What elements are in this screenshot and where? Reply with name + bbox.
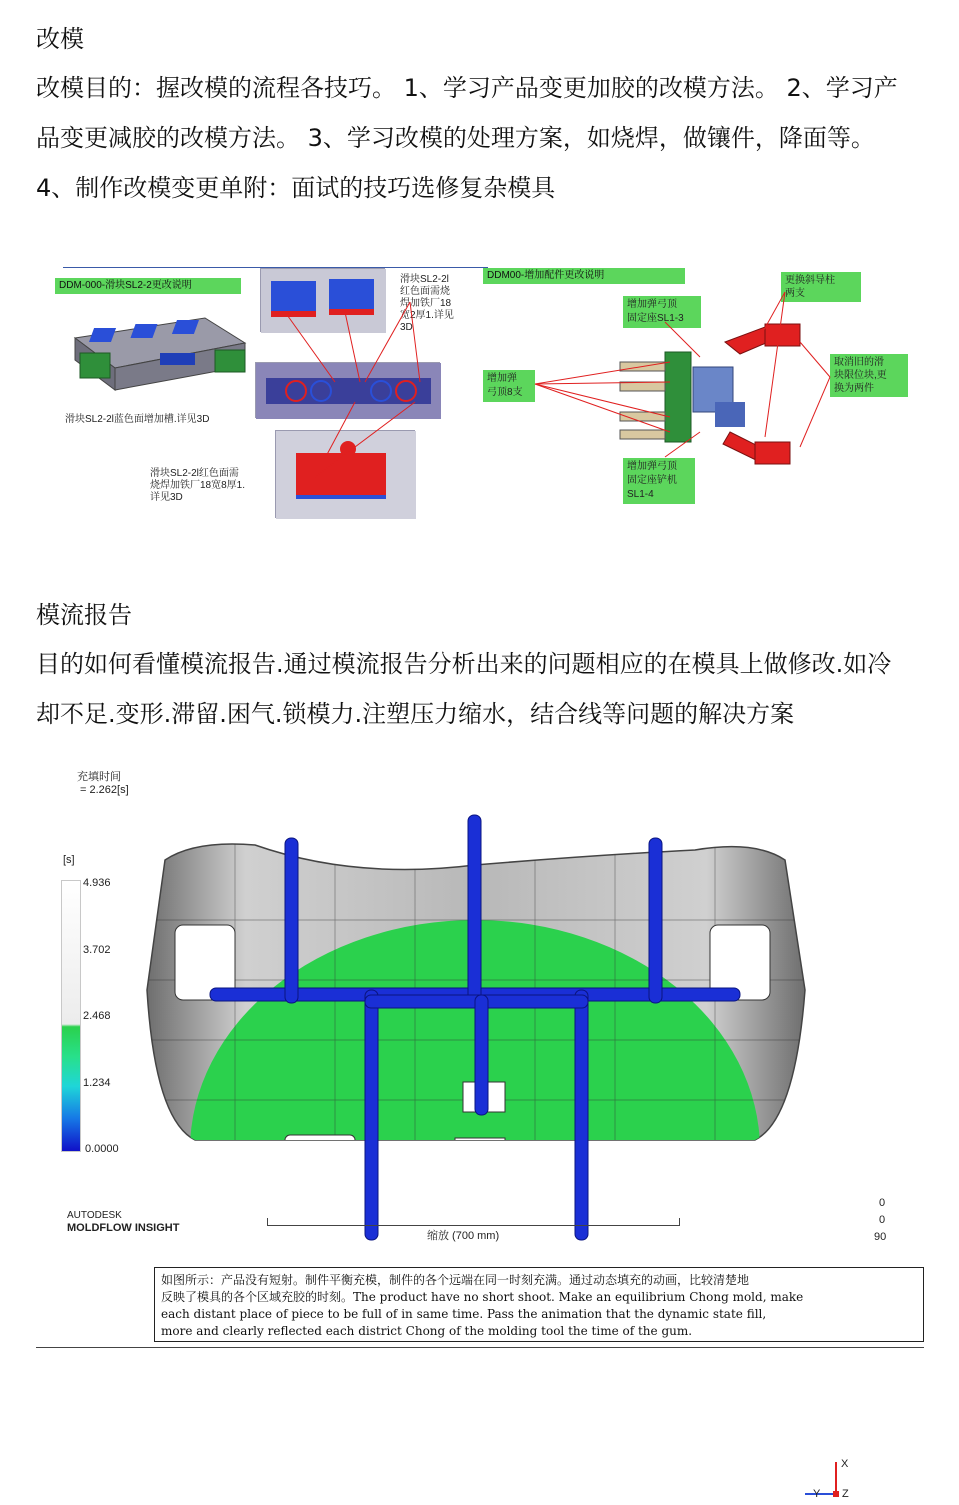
axis-y-label: Y bbox=[813, 1488, 821, 1500]
paragraph-line: 4、制作改模变更单附：面试的技巧选修复杂模具 bbox=[36, 174, 556, 202]
result-value: = 2.262[s] bbox=[80, 784, 129, 796]
moldflow-part-model bbox=[135, 810, 815, 1210]
analysis-caption bbox=[154, 1267, 924, 1342]
mold-change-figure bbox=[45, 262, 915, 532]
caption-line: 如图所示：产品没有短射。制件平衡充模，制件的各个远端在同一时刻充满。通过动态填充的动画，比较清楚地 bbox=[161, 1273, 750, 1287]
right-change-tag: DDM00-增加配件更改说明 bbox=[483, 268, 685, 284]
view-angle: 90 bbox=[874, 1231, 887, 1243]
note-fix-seat-top: 增加弹弓顶 固定座SL1-3 bbox=[623, 296, 701, 328]
axis-x-label: X bbox=[841, 1458, 849, 1470]
legend-tick: 1.234 bbox=[83, 1077, 111, 1089]
section-title-flow-report: 模流报告 bbox=[36, 601, 132, 629]
brand-autodesk: AUTODESK bbox=[67, 1210, 122, 1221]
view-angle: 0 bbox=[879, 1214, 886, 1226]
caption-line: each distant place of piece to be full of in same time. Pass the animation that the dynamic state fill, bbox=[161, 1307, 767, 1321]
caption-line: 反映了模具的各个区域充胶的时刻。The product have no short shoot. Make an equilibrium Chong mold, make bbox=[161, 1290, 804, 1304]
bottom-rule bbox=[36, 1347, 924, 1348]
legend-tick: 2.468 bbox=[83, 1010, 111, 1022]
callout-lines-left bbox=[245, 262, 485, 532]
paragraph-line: 目的如何看懂模流报告.通过模流报告分析出来的问题相应的在模具上做修改.如冷 bbox=[36, 650, 892, 678]
left-change-tag: DDM-000-滑块SL2-2更改说明 bbox=[55, 278, 241, 294]
brand-moldflow: MOLDFLOW INSIGHT bbox=[67, 1222, 180, 1234]
scale-label: 缩放 (700 mm) bbox=[427, 1230, 500, 1242]
legend-unit: [s] bbox=[63, 854, 75, 866]
mold-change-paragraph bbox=[36, 68, 936, 218]
axis-z-label: Z bbox=[842, 1488, 849, 1500]
paragraph-line: 却不足.变形.滞留.困气.锁模力.注塑压力缩水，结合线等问题的解决方案 bbox=[36, 700, 795, 728]
result-name: 充填时间 bbox=[77, 771, 121, 783]
section-title-mold-change: 改模 bbox=[36, 25, 84, 53]
note-red-face-top: 滑块SL2-2l 红色面需烧 焊加铁厂18 宽2厚1.详见 3D bbox=[400, 274, 454, 333]
note-spring-ejector: 增加弹 弓顶8支 bbox=[483, 370, 535, 402]
legend-tick: 4.936 bbox=[83, 877, 111, 889]
scale-bar bbox=[267, 1218, 680, 1226]
caption-line: more and clearly reflected each district Chong of the molding tool the time of the gum. bbox=[161, 1324, 693, 1338]
view-angle: 0 bbox=[879, 1197, 886, 1209]
paragraph-line: 改模目的：握改模的流程各技巧。 1、学习产品变更加胶的改模方法。 2、学习产 bbox=[36, 74, 898, 102]
fill-time-legend-bar bbox=[61, 880, 81, 1152]
note-fix-seat-bottom: 增加弹弓顶 固定座铲机 SL1-4 bbox=[623, 458, 695, 504]
legend-tick: 0.0000 bbox=[85, 1143, 119, 1155]
note-slant-guide: 更换斜导柱 两支 bbox=[781, 272, 861, 302]
slider-3d-model bbox=[65, 298, 255, 393]
note-cancel-limit: 取消旧的滑 块限位块,更 换为两件 bbox=[830, 354, 908, 397]
flow-report-paragraph bbox=[36, 644, 936, 744]
callout-lines-right bbox=[535, 262, 915, 532]
note-blue-face: 滑块SL2-2l蓝色面增加槽.详见3D bbox=[65, 414, 210, 425]
legend-tick: 3.702 bbox=[83, 944, 111, 956]
paragraph-line: 品变更减胶的改模方法。 3、学习改模的处理方案，如烧焊，做镶件，降面等。 bbox=[36, 124, 875, 152]
note-red-face-bottom: 滑块SL2-2l红色面需 烧焊加铁厂18宽8厚1. 详见3D bbox=[150, 468, 246, 503]
